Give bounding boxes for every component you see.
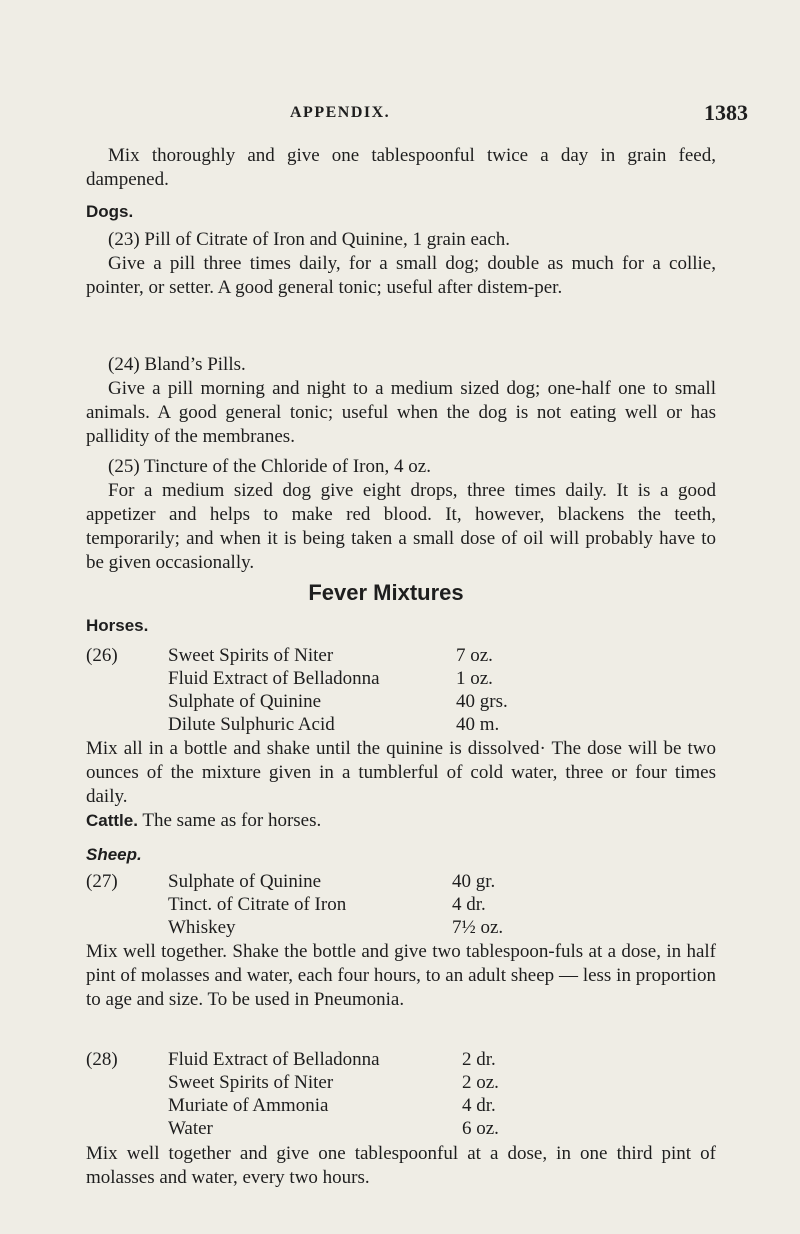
ingredient-amount: 2 oz. — [462, 1072, 499, 1093]
item-text-25: For a medium sized dog give eight drops, three times daily. It is a good appetizer and helps to make red blood. It, however, blackens the teeth, temporarily; and when it is being taken a small dose of oil will probably have to be given occasionally. — [86, 480, 716, 573]
ingredient-name: Tinct. of Citrate of Iron — [168, 894, 347, 915]
dogs-item-24 — [86, 353, 716, 449]
ingredient-amount: 4 dr. — [452, 894, 486, 915]
prescription-27-directions: Mix well together. Shake the bottle and give two tablespoon-fuls at a dose, in half pint of molasses and water, each four hours, to an adult sheep — less in proportion to age and size. To be used in Pneumonia. — [86, 941, 716, 1010]
dogs-section — [86, 200, 716, 224]
intro-paragraph-block — [86, 144, 716, 192]
cattle-label: Cattle. — [86, 811, 138, 830]
fever-mixtures-title: Fever Mixtures — [308, 580, 464, 605]
ingredient-name: Sweet Spirits of Niter — [168, 1072, 334, 1093]
prescription-26-directions: Mix all in a bottle and shake until the quinine is dissolved· The dose will be two ounces of the mixture given in a tumblerful of cold water, three or four times daily. — [86, 738, 716, 807]
item-title-23: (23) Pill of Citrate of Iron and Quinine, 1 grain each. — [108, 229, 511, 250]
prescription-27 — [86, 870, 716, 942]
ingredient-amount: 40 m. — [456, 714, 500, 735]
ingredient-amount: 6 oz. — [462, 1118, 499, 1139]
prescription-number-27: (27) — [86, 871, 118, 892]
ingredient-name: Fluid Extract of Belladonna — [168, 1049, 380, 1070]
page-number: 1383 — [704, 100, 748, 125]
prescription-number-26: (26) — [86, 645, 118, 666]
item-text-24: Give a pill morning and night to a medium sized dog; one-half one to small animals. A good general tonic; useful when the dog is not eating well or has pallidity of the membranes. — [86, 378, 716, 447]
sheep-section — [86, 843, 716, 867]
horses-section — [86, 614, 716, 638]
ingredient-amount: 7½ oz. — [452, 917, 504, 938]
dogs-item-25 — [86, 455, 716, 575]
ingredient-name: Sulphate of Quinine — [168, 871, 322, 892]
ingredient-amount: 40 gr. — [452, 871, 496, 892]
sheep-heading: Sheep. — [86, 845, 142, 864]
item-text-23: Give a pill three times daily, for a small dog; double as much for a collie, pointer, or setter. A good general tonic; useful after distem-per. — [86, 253, 716, 298]
prescription-26-directions-block — [86, 737, 716, 833]
ingredient-amount: 40 grs. — [456, 691, 508, 712]
cattle-text: The same as for horses. — [142, 810, 322, 831]
prescription-27-directions-block — [86, 940, 716, 1012]
ingredient-name: Whiskey — [168, 917, 236, 938]
prescription-26 — [86, 644, 716, 744]
ingredient-name: Sulphate of Quinine — [168, 691, 322, 712]
ingredient-name: Water — [168, 1118, 213, 1139]
ingredient-amount: 2 dr. — [462, 1049, 496, 1070]
ingredient-amount: 1 oz. — [456, 668, 493, 689]
horses-heading: Horses. — [86, 616, 149, 635]
prescription-number-28: (28) — [86, 1049, 118, 1070]
item-title-24: (24) Bland’s Pills. — [108, 354, 246, 375]
prescription-28 — [86, 1048, 716, 1144]
ingredient-name: Muriate of Ammonia — [168, 1095, 329, 1116]
ingredient-name: Fluid Extract of Belladonna — [168, 668, 380, 689]
intro-paragraph: Mix thoroughly and give one tablespoonful twice a day in grain feed, dampened. — [86, 145, 716, 190]
ingredient-amount: 7 oz. — [456, 645, 493, 666]
item-title-25: (25) Tincture of the Chloride of Iron, 4 oz. — [108, 456, 431, 477]
ingredient-amount: 4 dr. — [462, 1095, 496, 1116]
prescription-28-directions-block — [86, 1142, 716, 1190]
ingredient-name: Dilute Sulphuric Acid — [168, 714, 335, 735]
prescription-28-directions: Mix well together and give one tablespoonful at a dose, in one third pint of molasses and water, every two hours. — [86, 1143, 716, 1188]
ingredient-name: Sweet Spirits of Niter — [168, 645, 334, 666]
dogs-item-23 — [86, 228, 716, 300]
dogs-heading: Dogs. — [86, 202, 134, 221]
running-head — [0, 100, 800, 128]
running-title: APPENDIX. — [290, 104, 391, 121]
cattle-line — [86, 809, 716, 833]
